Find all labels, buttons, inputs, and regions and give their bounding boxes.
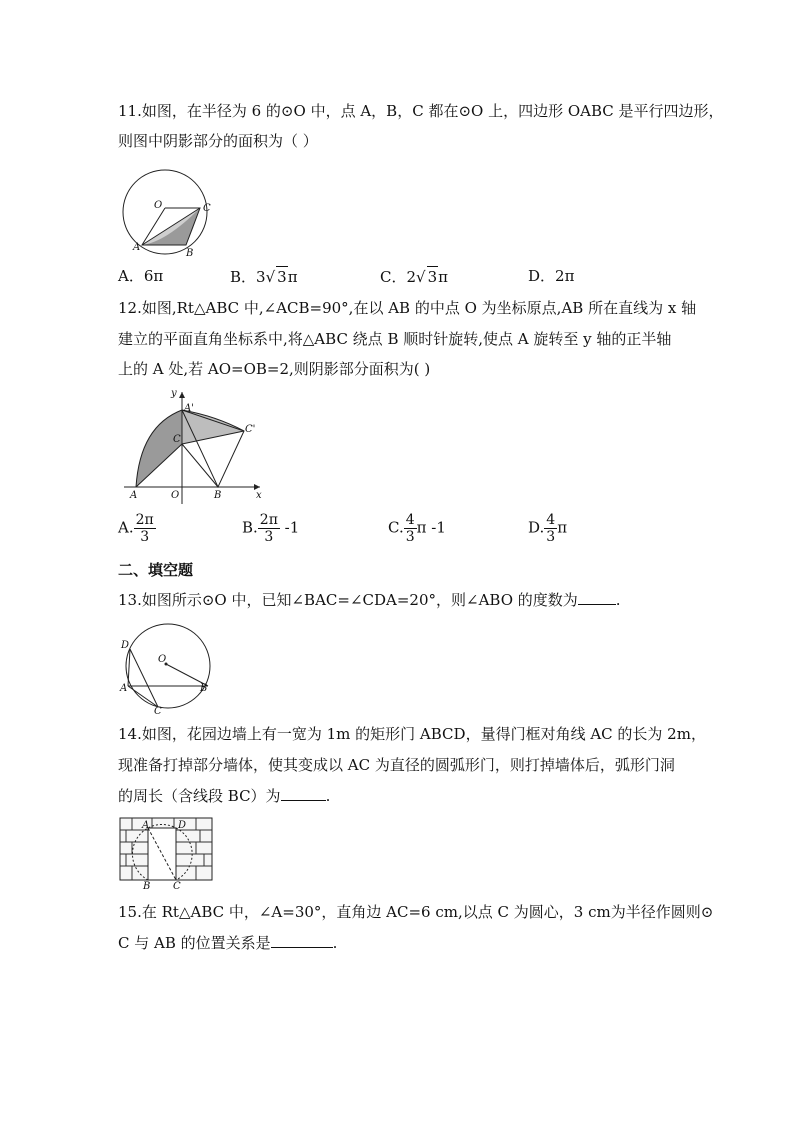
q11-label-b: B <box>186 248 194 258</box>
q12-option-a-numerator: 2π <box>135 512 154 528</box>
q11-label-a: A <box>133 242 141 253</box>
q15-answer-blank[interactable] <box>271 947 333 948</box>
q12-option-b <box>242 512 299 545</box>
q12-option-c-suffix: π -1 <box>416 518 446 537</box>
q12-option-c-numerator: 4 <box>405 512 415 528</box>
section-title: 二、填空题 <box>118 561 194 579</box>
q13-text-body: 13.如图所示⊙O 中，已知∠BAC=∠CDA=20°，则∠ABO 的度数为 <box>118 591 578 609</box>
q14-text-line1: 14.如图，花园边墙上有一宽为 1m 的矩形门 ABCD，量得门框对角线 AC 的长为 2m， <box>118 725 706 743</box>
q11-option-c: C．2√ 3π <box>380 268 448 286</box>
q11-label-c: C <box>203 203 211 214</box>
q12-option-c-label: C. <box>388 518 404 537</box>
q11-option-c-suffix: π <box>438 268 448 286</box>
q13-text <box>118 590 621 610</box>
q12-option-d-label: D. <box>528 518 545 537</box>
q11-text-line1: 11.如图，在半径为 6 的⊙O 中，点 A，B，C 都在⊙O 上，四边形 OABC 是平行四边形， <box>118 102 724 120</box>
q15-text-end: . <box>332 934 338 952</box>
q11-option-a: A．6π <box>118 267 164 285</box>
q13-label-d: D <box>121 640 130 651</box>
q13-label-o: O <box>158 654 167 665</box>
q11-option-b: B．3√ 3π <box>230 268 298 286</box>
q14-label-c: C <box>173 881 181 890</box>
q11-option-b-prefix: B．3 <box>230 268 266 286</box>
q11-option-c-prefix: C．2 <box>380 268 417 286</box>
q14-label-b: B <box>143 881 151 890</box>
q12-option-a-label: A. <box>118 518 134 537</box>
q14-text-line3-body: 的周长（含线段 BC）为 <box>118 787 281 805</box>
q13-label-c: C <box>154 706 162 714</box>
q12-option-d-denominator: 3 <box>546 529 556 545</box>
q12-option-b-label: B. <box>242 518 258 537</box>
q11-option-c-radicand: 3 <box>427 268 438 286</box>
q14-text-end: . <box>325 787 331 805</box>
q14-text-line2: 现准备打掉部分墙体，使其变成以 AC 为直径的圆弧形门，则打掉墙体后，弧形门洞 <box>118 756 675 774</box>
q12-option-d-suffix: π <box>557 518 568 537</box>
q13-figure <box>118 622 218 714</box>
q12-label-b: B <box>214 490 222 501</box>
q12-option-c <box>388 512 446 545</box>
q12-text-line1: 12.如图,Rt△ABC 中,∠ACB=90°,在以 AB 的中点 O 为坐标原点,AB 所在直线为 x 轴 <box>118 299 697 317</box>
q13-text-end: . <box>615 591 621 609</box>
q12-option-a-denominator: 3 <box>140 529 150 545</box>
q12-label-a-prime: A' <box>184 403 194 414</box>
q12-option-a <box>118 512 156 545</box>
q12-label-y: y <box>171 388 177 399</box>
q11-text-line2: 则图中阴影部分的面积为（ ） <box>118 132 318 150</box>
q11-figure <box>118 168 218 258</box>
q12-label-x: x <box>256 490 262 501</box>
q15-text-line1: 15.在 Rt△ABC 中，∠A=30°，直角边 AC=6 cm,以点 C 为圆心，3 cm为半径作圆则⊙ <box>118 903 714 921</box>
q11-option-d: D．2π <box>528 267 575 285</box>
q14-answer-blank[interactable] <box>281 800 326 801</box>
q12-option-d-numerator: 4 <box>546 512 556 528</box>
q14-text-line3 <box>118 786 330 806</box>
q13-label-a: A <box>120 683 128 694</box>
q12-option-b-suffix: -1 <box>279 518 300 537</box>
q12-option-d <box>528 512 567 545</box>
q11-option-b-suffix: π <box>287 268 298 286</box>
q12-option-b-numerator: 2π <box>259 512 278 528</box>
q12-figure <box>118 386 268 506</box>
q12-option-b-denominator: 3 <box>264 529 274 545</box>
q14-figure <box>118 816 214 890</box>
q12-label-c-prime: C' <box>245 424 256 435</box>
q11-label-o: O <box>154 200 163 211</box>
q12-option-c-denominator: 3 <box>405 529 415 545</box>
q12-text-line2: 建立的平面直角坐标系中,将△ABC 绕点 B 顺时针旋转,使点 A 旋转至 y 轴的正半轴 <box>118 330 672 348</box>
q12-label-a: A <box>130 490 138 501</box>
q13-label-b: B <box>200 683 208 694</box>
q12-label-o: O <box>171 490 180 501</box>
q15-text-line2 <box>118 933 337 953</box>
q14-label-a: A <box>142 820 150 831</box>
q14-label-d: D <box>178 820 187 831</box>
q12-label-c: C <box>173 434 181 445</box>
q11-option-b-radicand: 3 <box>277 268 287 286</box>
q15-text-line2-body: C 与 AB 的位置关系是 <box>118 934 271 952</box>
q13-answer-blank[interactable] <box>578 604 616 605</box>
q12-text-line3: 上的 A 处,若 AO=OB=2,则阴影部分面积为( ) <box>118 360 431 378</box>
